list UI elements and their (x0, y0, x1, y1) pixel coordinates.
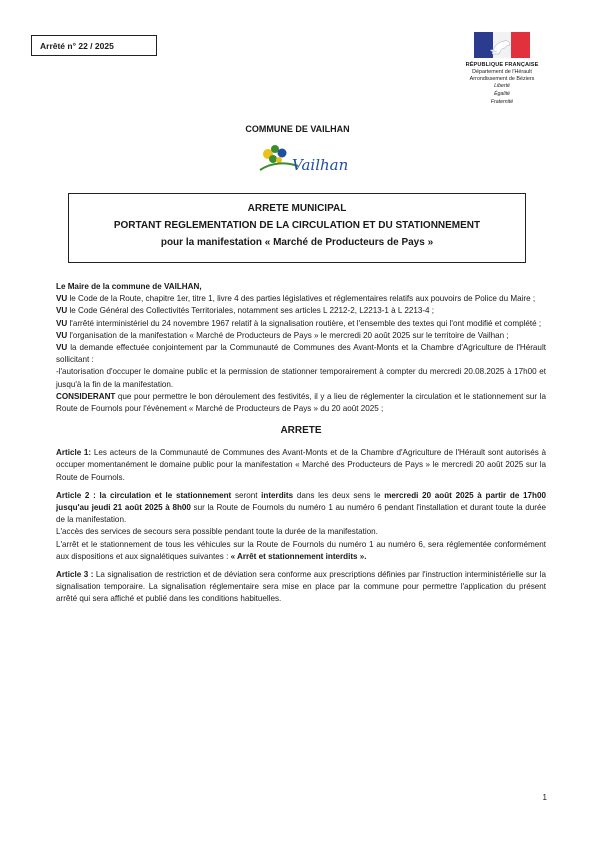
document-body (56, 281, 546, 606)
vu-5: VU la demande effectuée conjointement par la Communauté de Communes des Avant-Monts et la Chambre d'Agriculture de l'Hérault sollicitant : (56, 343, 546, 365)
title-box (68, 193, 526, 263)
vailhan-logo (258, 140, 378, 182)
article-2-secours: L'accès des services de secours sera possible pendant toute la durée de la manifestation. (56, 527, 378, 537)
logo-text: Vailhan (292, 156, 349, 174)
marianne-logo (474, 32, 530, 58)
vu-1: VU le Code de la Route, chapitre 1er, titre 1, livre 4 des parties législatives et réglementaires relatifs aux pouvoirs de Police du Maire ; (56, 294, 536, 304)
arrete-heading: ARRETE (280, 425, 322, 437)
arrondissement-label: Arrondissement de Béziers (469, 76, 535, 82)
department-label: Département de l'Hérault (472, 69, 532, 75)
vu-2: VU le Code Général des Collectivités Territoriales, notamment ses articles L 2212-2, L2213-1 à L 2213-4 ; (56, 306, 435, 316)
republique-label: RÉPUBLIQUE FRANÇAISE (465, 62, 539, 68)
arrete-number: Arrêté n° 22 / 2025 (31, 35, 157, 56)
motto-egalite: Égalité (494, 91, 510, 97)
motto-fraternite: Fraternité (490, 99, 514, 105)
vu-5-detail: -l'autorisation d'occuper le domaine public et la permission de stationner temporairement à compter du mercredi 20.08.2025 à 17h00 et jusqu'à la fin de la manifestation. (56, 367, 546, 389)
page-number: 1 (542, 793, 547, 802)
article-1: Article 1: Les acteurs de la Communauté de Communes des Avant-Monts et de la Chambre d'Agriculture de l'Hérault sont autorisés à occuper momentanément le domaine public pour la manifestation « Marché des Producteurs de Pays » le mercredi 20 août 2025 sur la Route de Fournols. (56, 448, 546, 482)
commune-name: COMMUNE DE VAILHAN (245, 124, 350, 134)
article-3: Article 3 : La signalisation de restriction et de déviation sera conforme aux prescriptions définies par l'instruction interministérielle sur la signalisation temporaire. La signalisation réglementaire sera mise en place par la commune pour permettre l'application du présent arrêté qui sera affiché et publié dans les conditions habituelles. (56, 570, 546, 604)
motto-liberte: Liberté (494, 83, 510, 89)
title-line-3: pour la manifestation « Marché de Producteurs de Pays » (160, 237, 434, 248)
vu-4: VU l'organisation de la manifestation « Marché de Producteurs de Pays » le mercredi 20 août 2025 sur le territoire de Vailhan ; (56, 330, 509, 340)
title-line-1: ARRETE MUNICIPAL (247, 203, 347, 214)
vu-3: VU l'arrêté interministériel du 24 novembre 1967 relatif à la signalisation routière, et l'ensemble des textes qui l'ont modifié et complété ; (56, 318, 542, 328)
title-line-2: PORTANT REGLEMENTATION DE LA CIRCULATION ET DU STATIONNEMENT (113, 220, 481, 231)
maire-line: Le Maire de la commune de VAILHAN, (56, 282, 202, 291)
article-2: Article 2 : la circulation et le stationnement seront interdits dans les deux sens le mercredi 20 août 2025 à partir de 17h00 jusqu'au jeudi 21 août 2025 à 8h00 sur la Route de Fournols du numéro 1 au numéro 6 pendant l'installation et durant toute la durée de la manifestation. (56, 490, 546, 525)
article-2-stationnement: L'arrêt et le stationnement de tous les véhicules sur la Route de Fournols du numéro 1 au numéro 6, sera réglementée conformément aux dispositions et aux signalétiques suivantes : « Arrêt et stationnement interdits ». (56, 539, 546, 561)
considerant: CONSIDERANT que pour permettre le bon déroulement des festivités, il y a lieu de réglementer la circulation et le stationnement sur la Route de Fournols pour l'évènement « Marché de Producteurs de Pays » du 20 août 2025 ; (56, 391, 546, 414)
republique-block (452, 32, 552, 106)
